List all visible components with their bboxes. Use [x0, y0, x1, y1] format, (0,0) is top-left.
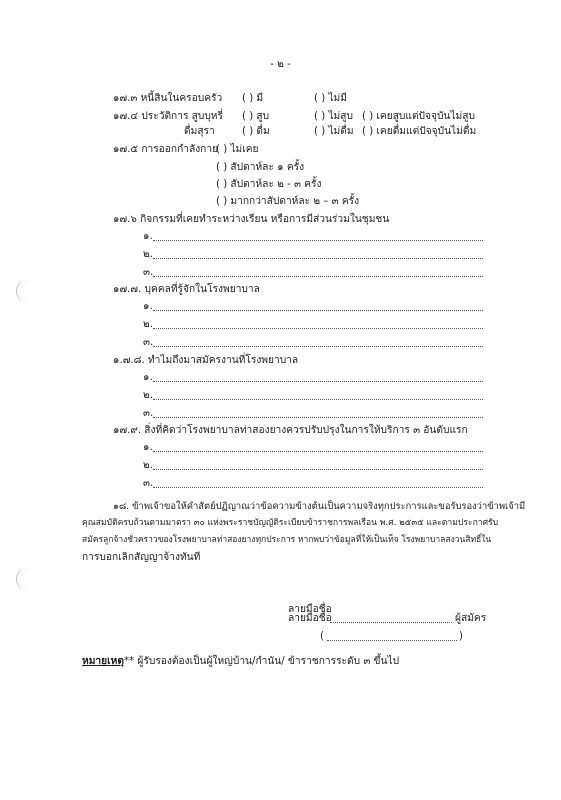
q17-5-option-more[interactable]: ( ) มากกว่าสัปดาห์ละ ๒ – ๓ ครั้ง	[216, 196, 360, 207]
applicant-printed-name-line[interactable]	[327, 640, 457, 641]
declaration-line-2: คุณสมบัติครบถ้วนตามมาตรา ๓๐ แห่งพระราชบัญญัติระเบียบข้าราชการพลเรือน พ.ศ. ๒๕๓๕ และตามประกาศรับ	[82, 518, 499, 528]
q17-9-label: ๑๗.๙. สิ่งที่คิดว่าโรงพยาบาลท่าสองยางควรปรับปรุงในการให้บริการ ๓ อันดับแรก	[113, 425, 468, 436]
q17-6-num-3: ๓.	[143, 267, 154, 278]
q17-7-answer-line-1[interactable]	[153, 310, 483, 311]
q17-5-option-two-three[interactable]: ( ) สัปดาห์ละ ๒ - ๓ ครั้ง	[216, 179, 322, 190]
q17-4-drink-former[interactable]: ( ) เคยดื่มแต่ปัจจุบันไม่ดื่ม	[362, 126, 477, 137]
binder-hole-top	[16, 280, 31, 302]
q17-9-num-3: ๓.	[143, 478, 154, 489]
q17-9-answer-line-1[interactable]	[153, 451, 483, 452]
q17-9-num-1: ๑.	[143, 442, 153, 453]
q17-4-drink-yes[interactable]: ( ) ดื่ม	[242, 126, 270, 137]
q17-8-num-2: ๒.	[143, 390, 153, 401]
q17-3-option-yes[interactable]: ( ) มี	[242, 93, 264, 104]
q17-6-answer-line-2[interactable]	[153, 258, 483, 259]
q17-4-smoke-no[interactable]: ( ) ไม่สูบ	[314, 111, 353, 122]
note-text: ** ผู้รับรองต้องเป็นผู้ใหญ่บ้าน/กำนัน/ ข้าราชการระดับ ๓ ขึ้นไป	[124, 656, 400, 667]
q17-8-label: ๑.๗.๘. ทำไมถึงมาสมัครงานที่โรงพยาบาล	[113, 355, 299, 366]
q17-6-label: ๑๗.๖ กิจกรรมที่เคยทำระหว่างเรียน หรือการมีส่วนร่วมในชุมชน	[113, 214, 390, 225]
binder-hole-bottom	[16, 568, 31, 590]
declaration-line-4: การบอกเลิกสัญญาจ้างทันที	[82, 552, 201, 563]
q17-4-smoke-former[interactable]: ( ) เคยสูบแต่ปัจจุบันไม่สูบ	[362, 111, 475, 122]
applicant-paren-open: (	[320, 631, 324, 642]
q17-4-label: ๑๗.๔ ประวัติการ สูบบุหรี่	[113, 111, 223, 122]
declaration-line-3: สมัครลูกจ้างชั่วคราวของโรงพยาบาลท่าสองยางทุกประการ หากพบว่าข้อมูลที่ให้เป็นเท็จ โรงพยาบาลสงวนสิทธิ์ใน	[82, 535, 492, 545]
q17-9-answer-line-3[interactable]	[153, 487, 483, 488]
q17-7-num-3: ๓.	[143, 337, 154, 348]
q17-9-num-2: ๒.	[143, 460, 153, 471]
q17-8-num-3: ๓.	[143, 408, 154, 419]
certifier-signature-label: ลายมือชื่อ	[288, 604, 332, 615]
q17-9-answer-line-2[interactable]	[153, 469, 483, 470]
declaration-line-1: ๑๘. ข้าพเจ้าขอให้คำสัตย์ปฏิญาณว่าข้อความข้างต้นเป็นความจริงทุกประการและขอรับรองว่าข้าพเจ้ามี	[113, 501, 526, 512]
page-number: - ๒ -	[270, 59, 291, 70]
q17-7-answer-line-3[interactable]	[153, 346, 483, 347]
q17-7-num-2: ๒.	[143, 319, 153, 330]
q17-7-answer-line-2[interactable]	[153, 328, 483, 329]
q17-6-answer-line-1[interactable]	[153, 240, 483, 241]
q17-4-smoke-yes[interactable]: ( ) สูบ	[242, 111, 270, 122]
applicant-paren-close: )	[459, 631, 463, 642]
q17-5-label: ๑๗.๕ การออกกำลังกาย	[113, 144, 219, 155]
q17-5-option-never[interactable]: ( ) ไม่เคย	[216, 144, 259, 155]
note-label: หมายเหตุ	[82, 656, 124, 667]
applicant-role-label: ผู้สมัคร	[455, 613, 487, 624]
q17-6-num-2: ๒.	[143, 249, 153, 260]
q17-3-option-no[interactable]: ( ) ไม่มี	[314, 93, 347, 104]
q17-7-label: ๑๗.๗. บุคคลที่รู้จักในโรงพยาบาล	[113, 284, 260, 295]
q17-4-drink-label: ดื่มสุรา	[184, 126, 215, 137]
applicant-signature-line[interactable]	[330, 622, 452, 623]
q17-8-answer-line-1[interactable]	[153, 381, 483, 382]
q17-7-num-1: ๑.	[143, 301, 153, 312]
q17-8-answer-line-3[interactable]	[153, 417, 483, 418]
q17-6-answer-line-3[interactable]	[153, 276, 483, 277]
q17-6-num-1: ๑.	[143, 231, 153, 242]
q17-8-num-1: ๑.	[143, 372, 153, 383]
q17-3-label: ๑๗.๓ หนี้สินในครอบครัว	[113, 93, 223, 104]
q17-5-option-once[interactable]: ( ) สัปดาห์ละ ๑ ครั้ง	[216, 162, 305, 173]
q17-4-drink-no[interactable]: ( ) ไม่ดื่ม	[314, 126, 354, 137]
q17-8-answer-line-2[interactable]	[153, 399, 483, 400]
applicant-signature-label: ลายมือชื่อ	[288, 613, 332, 624]
